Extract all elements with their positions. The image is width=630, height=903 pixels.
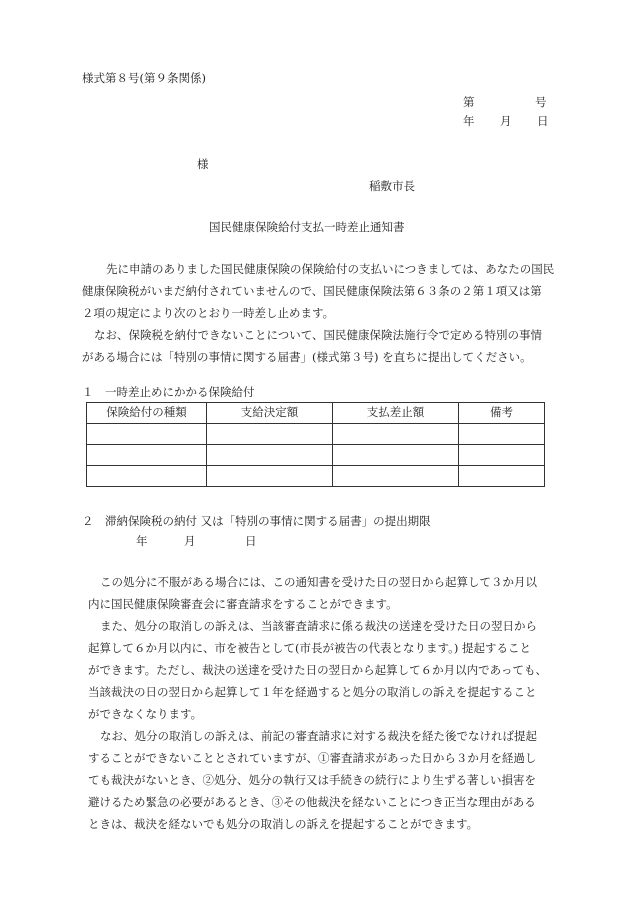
doc-number-suffix: 号 [535,95,547,109]
text-line: この処分に不服がある場合には、この通知書を受けた日の翌日から起算して３か月以 [100,575,537,589]
table-row [87,424,545,445]
text-line: 避けるため緊急の必要があるとき、③その他裁決を経ないことにつき正当な理由がある [88,795,536,809]
document-title: 国民健康保険給付支払一時差止通知書 [209,220,405,234]
deadline-day: 日 [245,534,257,548]
form-number: 様式第８号(第９条関係) [82,71,206,85]
table-cell [459,466,545,487]
table-cell [207,445,333,466]
column-header: 支給決定額 [207,403,333,424]
table-cell [459,445,545,466]
table-cell [207,466,333,487]
date-month: 月 [500,114,512,128]
appeal-paragraph-3 [88,725,554,835]
table-cell [207,424,333,445]
table-cell [87,445,207,466]
table-cell [87,424,207,445]
table-cell [87,466,207,487]
text-line: がある場合には「特別の事情に関する届書」(様式第３号) を直ちに提出してください。 [82,350,532,364]
text-line: ができます。ただし、裁決の送達を受けた日の翌日から起算して６か月以内であっても、 [88,663,547,677]
appeal-paragraph-2 [88,615,554,725]
addressee: 様 [197,157,209,171]
text-line: 内に国民健康保険審査会に審査請求をすることができます。 [88,597,398,611]
text-line: ができなくなります。 [88,707,203,721]
date-day: 日 [537,114,549,128]
text-line: ときは、裁決を経ないでも処分の取消しの訴えを提起することができます。 [88,817,479,831]
table-cell [333,424,459,445]
section1-heading: １ 一時差止めにかかる保険給付 [82,385,255,399]
text-line: なお、保険税を納付できないことについて、国民健康保険法施行令で定める特別の事情 [94,328,543,342]
intro-paragraph-1 [82,258,555,324]
doc-number-prefix: 第 [463,95,475,109]
table-cell [459,424,545,445]
table-row [87,445,545,466]
appeal-paragraph-1 [88,571,554,615]
date-year: 年 [463,114,475,128]
deadline-month: 月 [184,534,196,548]
text-line: 健康保険税がいまだ納付されていませんので、国民健康保険法第６３条の２第１項又は第 [82,284,542,298]
issuer: 稲敷市長 [369,179,415,193]
text-line: ても裁決がないとき、②処分、処分の執行又は手続きの続行により生ずる著しい損害を [88,773,537,787]
benefit-table [86,402,545,487]
column-header: 保険給付の種類 [87,403,207,424]
table-header-row [87,403,545,424]
table-cell [333,445,459,466]
intro-paragraph-2 [82,324,552,368]
column-header: 支払差止額 [333,403,459,424]
deadline-year: 年 [136,534,148,548]
text-line: ２項の規定により次のとおり一時差し止めます。 [82,306,335,320]
text-line: 先に申請のありました国民健康保険の保険給付の支払いにつきましては、あなたの国民 [106,262,555,276]
column-header: 備考 [459,403,545,424]
text-line: また、処分の取消しの訴えは、当該審査請求に係る裁決の送達を受けた日の翌日から [100,619,537,633]
table-cell [333,466,459,487]
table-row [87,466,545,487]
text-line: 起算して６か月以内に、市を被告として(市長が被告の代表となります。) 提起すること [88,641,531,655]
section2-heading: ２ 滞納保険税の納付 又は「特別の事情に関する届書」の提出期限 [82,514,431,528]
text-line: することができないこととされていますが、①審査請求があった日から３か月を経過し [88,751,537,765]
text-line: 当該裁決の日の翌日から起算して１年を経過すると処分の取消しの訴えを提起すること [88,685,537,699]
text-line: なお、処分の取消しの訴えは、前記の審査請求に対する裁決を経た後でなければ提起 [100,729,537,743]
